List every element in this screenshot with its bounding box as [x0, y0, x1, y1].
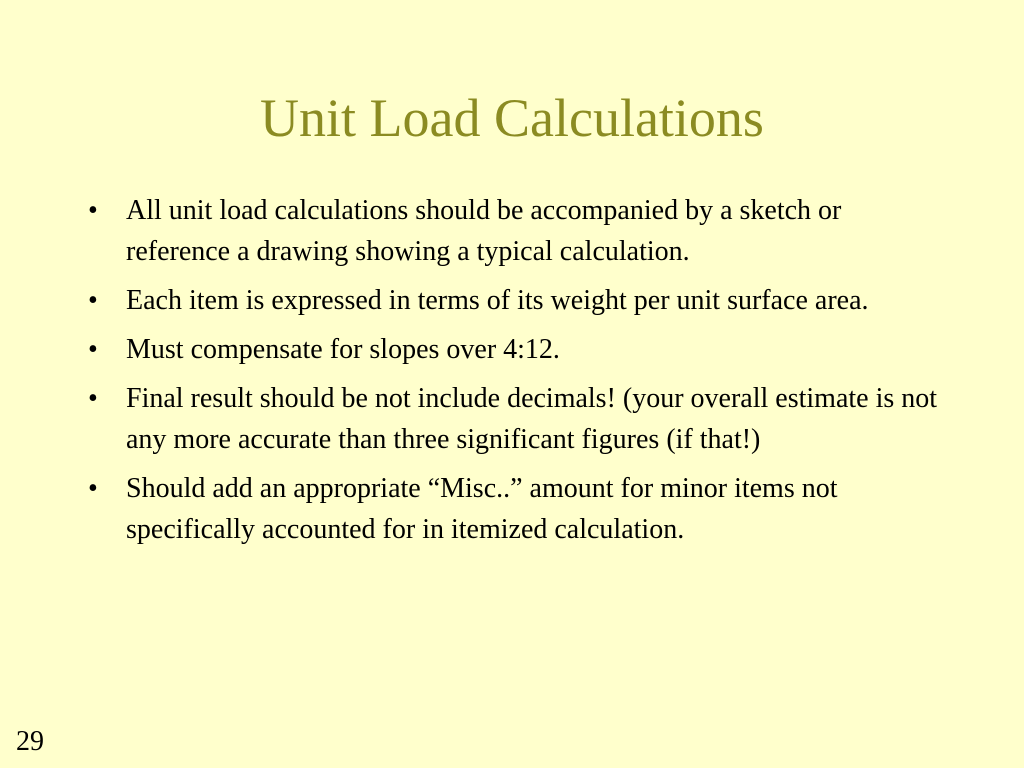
- page-number: 29: [16, 726, 44, 757]
- bullet-icon: •: [88, 473, 98, 504]
- bullet-item: [88, 280, 938, 321]
- slide-title: Unit Load Calculations: [260, 88, 764, 148]
- bullet-icon: •: [88, 383, 98, 414]
- bullet-text: Must compensate for slopes over 4:12.: [126, 334, 560, 365]
- bullet-icon: •: [88, 195, 98, 226]
- bullet-text: Each item is expressed in terms of its weight per unit surface area.: [126, 285, 869, 316]
- bullet-item: [88, 378, 938, 460]
- bullet-text: Final result should be not include decimals! (your overall estimate is not any more accurate than three significant figures (if that!): [126, 383, 938, 455]
- bullet-item: [88, 468, 938, 550]
- bullet-icon: •: [88, 334, 98, 365]
- bullet-item: [88, 329, 938, 370]
- bullet-list: [88, 190, 938, 558]
- bullet-item: [88, 190, 938, 272]
- bullet-text: All unit load calculations should be accompanied by a sketch or reference a drawing showing a typical calculation.: [126, 195, 842, 267]
- bullet-text: Should add an appropriate “Misc..” amount for minor items not specifically accounted for in itemized calculation.: [126, 473, 838, 545]
- bullet-icon: •: [88, 285, 98, 316]
